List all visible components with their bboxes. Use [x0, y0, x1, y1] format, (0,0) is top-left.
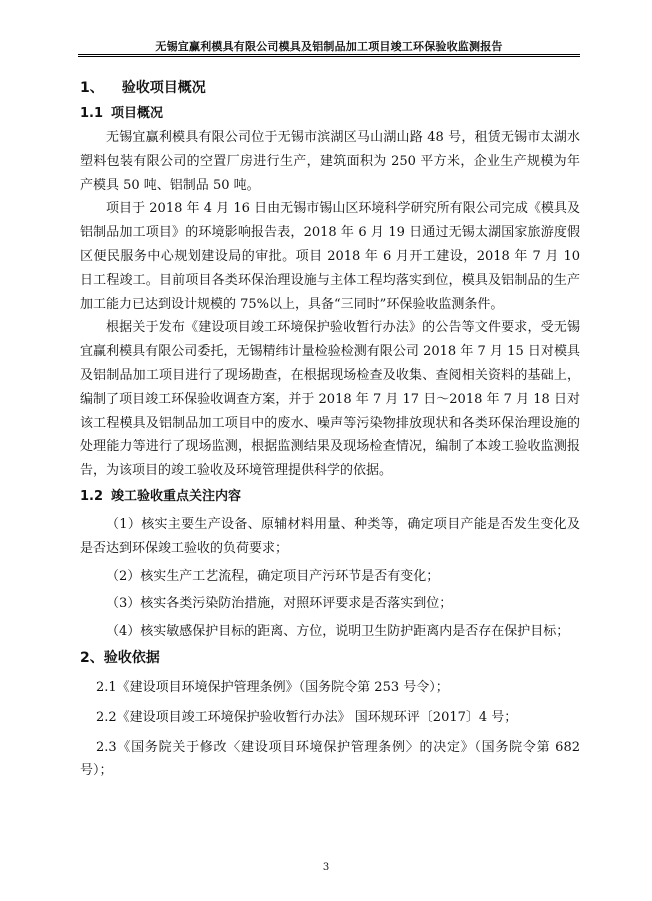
paragraph: 根据关于发布《建设项目竣工环境保护验收暂行办法》的公告等文件要求，受无锡宜赢利模具有限公司委托，无锡精纬计量检验检测有限公司 2018 年 7 月 15 日对模具及铝制品加工项目进行了现场勘查，在根据现场检查及收集、查阅相关资料的基础上，编制了项目竣工环保验收调查方案，并于 2018 年 7 月 17 日～2018 年 7 月 18 日对该工程模具及铝制品加工项目中的废水、噪声等污染物排放现状和各类环保治理设施的处理能力等进行了现场监测，根据监测结果及现场检查情况，编制了本竣工验收监测报告，为该项目的竣工验收及环境管理提供科学的依据。 [80, 320, 580, 479]
reference-item: 2.1《建设项目环境保护管理条例》（国务院令第 253 号令）； [96, 679, 449, 695]
header-divider-secondary [78, 56, 580, 57]
checklist-item: （2）核实生产工艺流程，确定项目产污环节是否有变化； [106, 568, 440, 584]
page-number: 3 [322, 862, 330, 873]
paragraph: 无锡宜赢利模具有限公司位于无锡市滨湖区马山湖山路 48 号，租赁无锡市太湖水塑料包装有限公司的空置厂房进行生产，建筑面积为 250 平方米，企业生产规模为年产模具 50 吨、铝制品 50 吨。 [80, 130, 580, 193]
reference-item: 2.3《国务院关于修改〈建设项目环境保护管理条例〉的决定》（国务院令第 682 号）； [80, 739, 580, 779]
section-1-heading [80, 76, 580, 100]
section-1-2-number: 1.2 [80, 488, 104, 504]
section-1-2-heading [80, 485, 580, 509]
section-1-1-number: 1.1 [80, 106, 104, 121]
checklist-item: （1）核实主要生产设备、原辅材料用量、种类等，确定项目产能是否发生变化及是否达到环保竣工验收的负荷要求； [80, 516, 580, 556]
paragraph: 项目于 2018 年 4 月 16 日由无锡市锡山区环境科学研究所有限公司完成《模具及铝制品加工项目》的环境影响报告表，2018 年 6 月 19 日通过无锡太湖国家旅游度假区便民服务中心规划建设局的审批。项目 2018 年 6 月开工建设，2018 年 7 月 10 日工程竣工。目前项目各类环保治理设施与主体工程均落实到位，模具及铝制品的生产加工能力已达到设计规模的 75%以上，具备“三同时”环保验收监测条件。 [80, 201, 580, 312]
section-1-1-title: 项目概况 [111, 106, 164, 121]
document-body [80, 76, 580, 783]
checklist-item: （4）核实敏感保护目标的距离、方位，说明卫生防护距离内是否存在保护目标； [106, 624, 570, 640]
section-2-heading: 2、验收依据 [80, 649, 160, 666]
page-header-title: 无锡宜赢利模具有限公司模具及铝制品加工项目竣工环保验收监测报告 [155, 40, 503, 53]
checklist-item: （3）核实各类污染防治措施，对照环评要求是否落实到位； [106, 596, 453, 612]
reference-item: 2.2《建设项目竣工环境保护验收暂行办法》 国环规环评〔2017〕4 号； [96, 709, 518, 725]
header-divider [78, 54, 580, 55]
section-1-title: 验收项目概况 [121, 80, 206, 96]
section-1-2-title: 竣工验收重点关注内容 [111, 488, 242, 504]
section-1-1-heading [80, 102, 580, 126]
section-1-number: 1、 [80, 80, 104, 96]
